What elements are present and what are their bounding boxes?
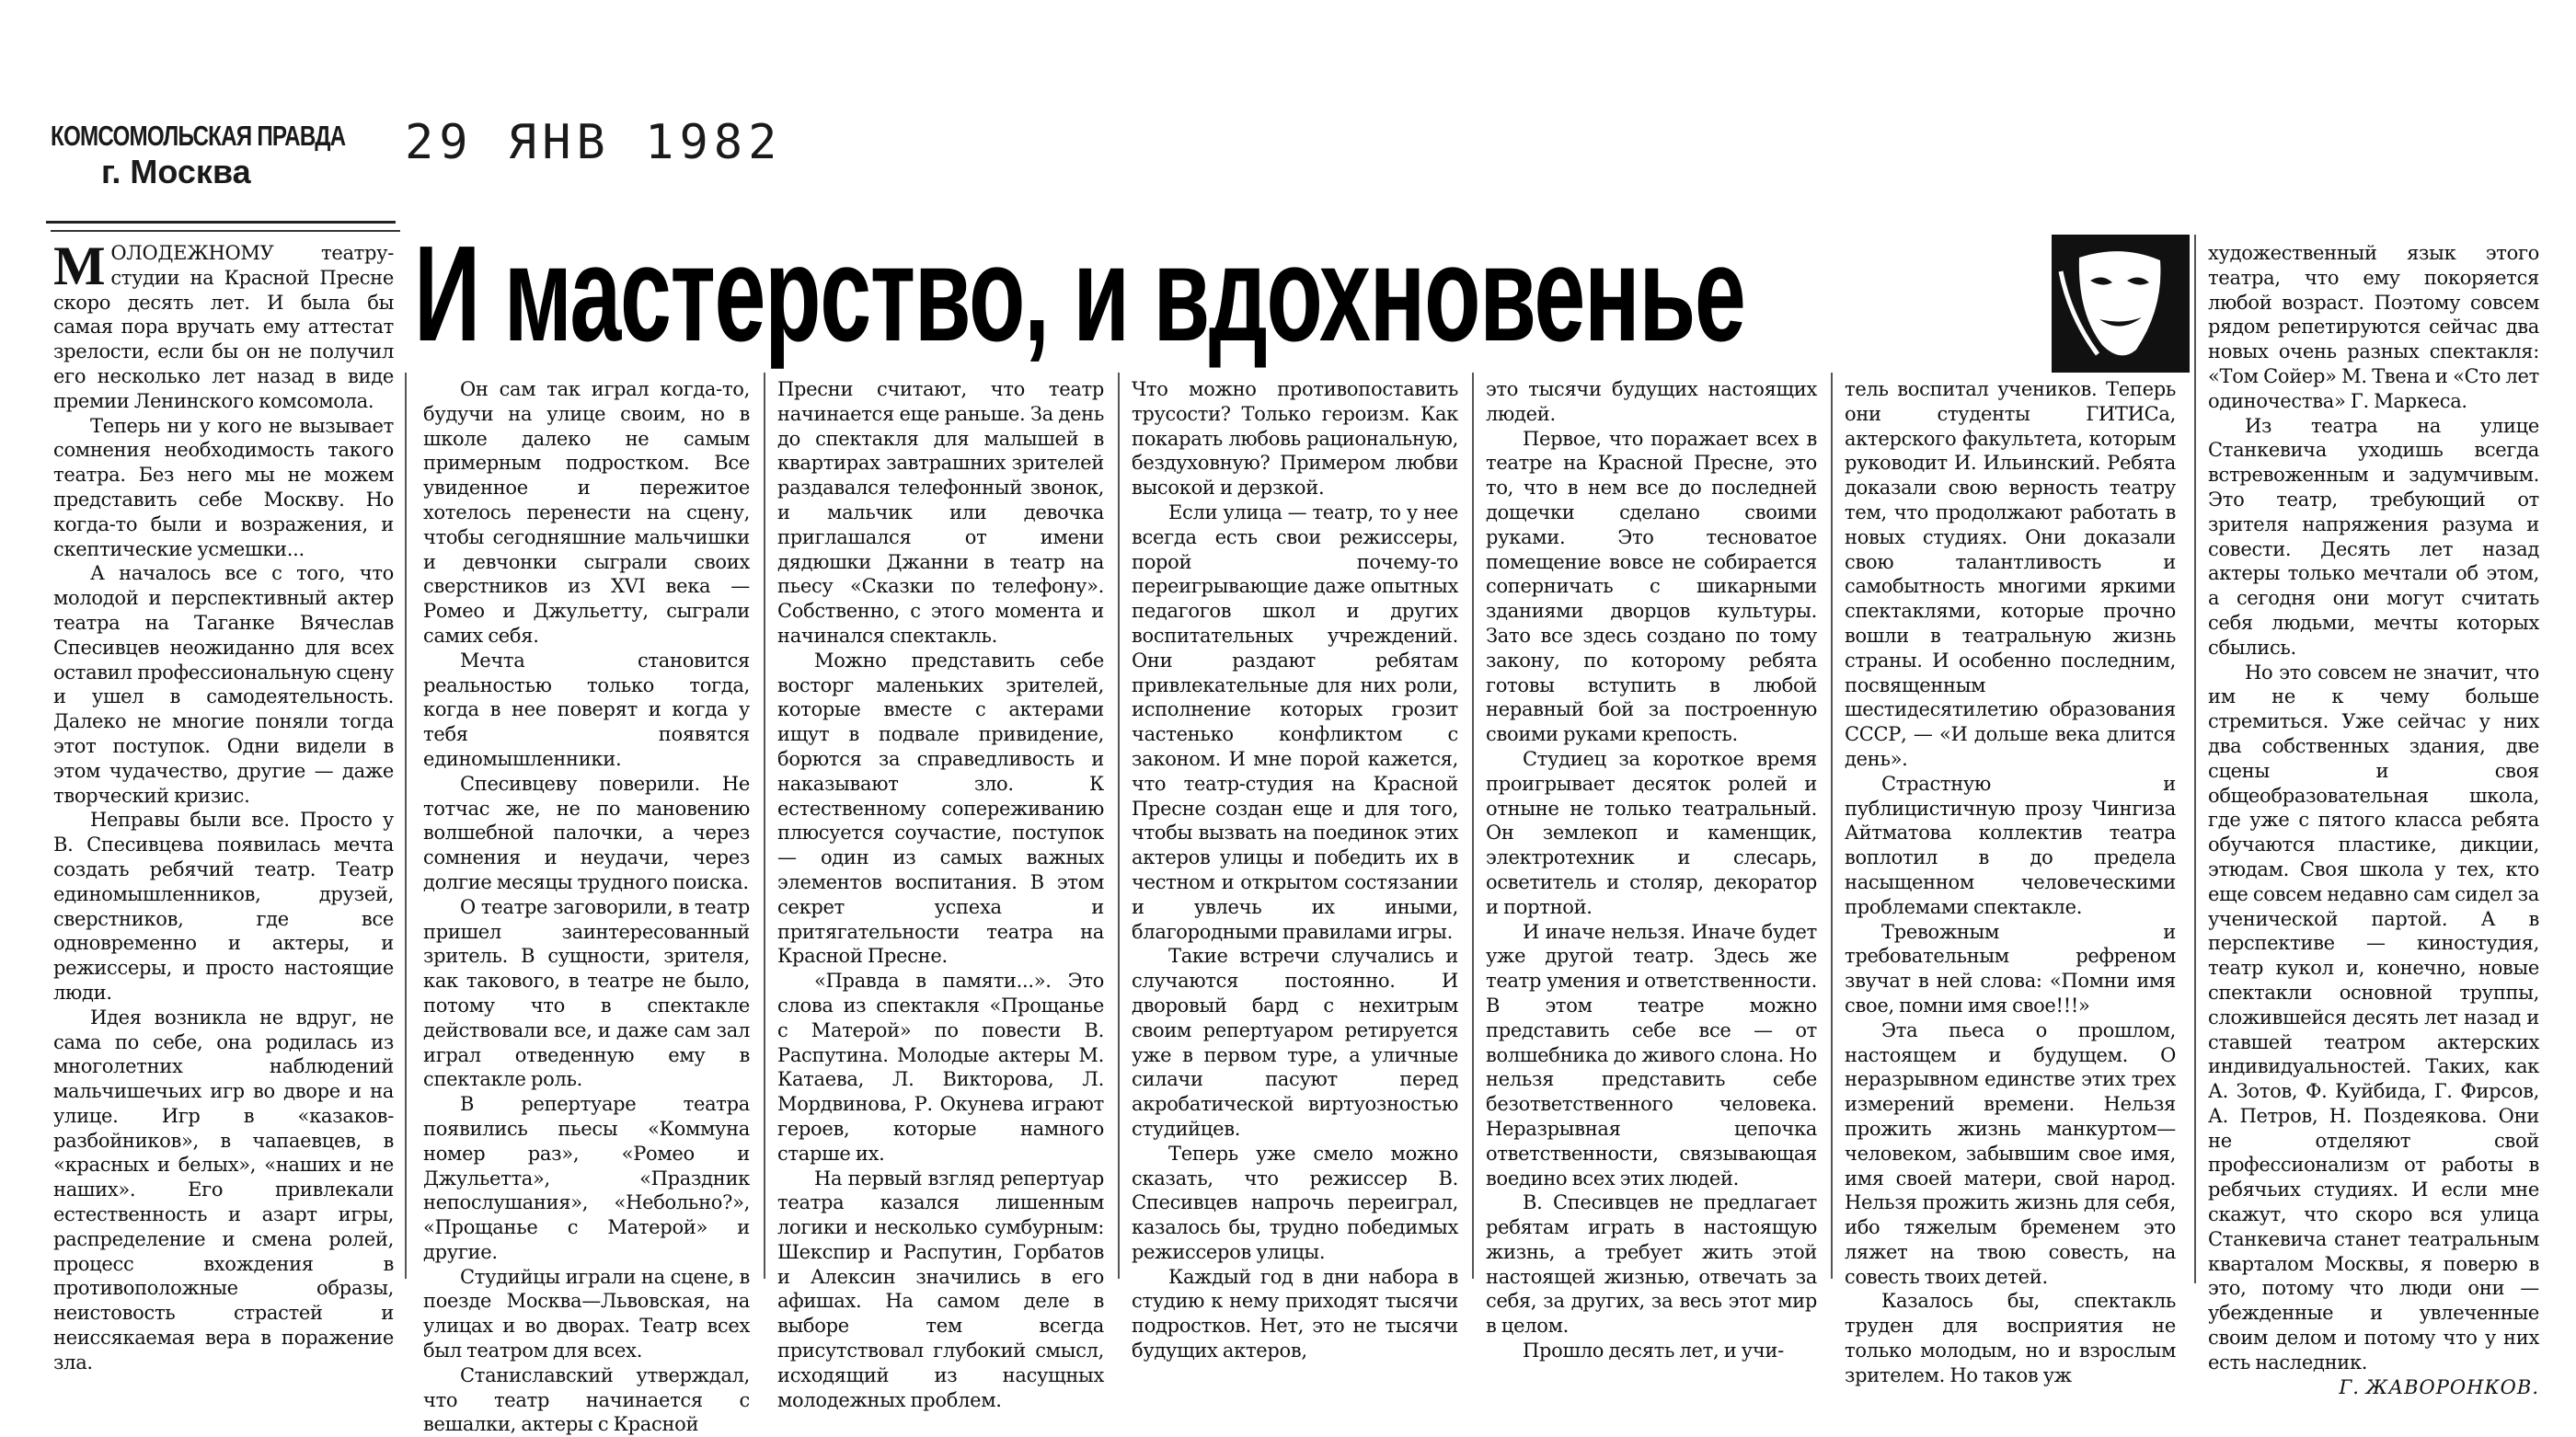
column-divider bbox=[1831, 373, 1833, 1279]
newspaper-stamp bbox=[51, 120, 346, 191]
paragraph: «Правда в памяти...». Это слова из спектакля «Прощанье с Матерой» по повести В. Распутина. Молодые актеры М. Катаева, Л. Викторова, Л. Мордвинова, Р. Окунева играют героев, которые намного старше их. bbox=[777, 970, 1104, 1165]
column-divider bbox=[1118, 373, 1120, 1279]
paragraph: это тысячи будущих настоящих людей. bbox=[1486, 378, 1817, 425]
paragraph: Что можно противопоставить трусости? Только героизм. Как покарать любовь рациональную, бездуховную? Примером любви высокой и дерзкой. bbox=[1132, 378, 1458, 500]
column-divider bbox=[2194, 235, 2196, 1283]
paragraph: На первый взгляд репертуар театра казался лишенным логики и несколько сумбурным: Шекспир и Распутин, Горбатов и Алексин значились в его афишах. На самом деле в выборе тем всегда присутствовал глубокий смысл, исходящий из насущных молодежных проблем. bbox=[777, 1167, 1104, 1411]
article-column-4 bbox=[1132, 377, 1458, 1362]
paragraph: Спесивцеву поверили. Не тотчас же, не по мановению волшебной палочки, а через сомнения и неудачи, через долгие месяцы трудного поиска. bbox=[423, 772, 750, 893]
headline-text: И мастерство, и вдохновенье bbox=[414, 218, 1745, 370]
paragraph: Можно представить себе восторг маленьких зрителей, которые вместе с актерами ищут в подвале привидение, борются за справедливость и наказывают зло. К естественному сопереживанию плюсуется соучастие, поступок — один из самых важных элементов воспитания. В этом секрет успеха и притягательности театра на Красной Пресне. bbox=[777, 649, 1104, 968]
article-author: Г. ЖАВОРОНКОВ. bbox=[2339, 1375, 2539, 1398]
newspaper-city: г. Москва bbox=[101, 153, 251, 190]
paragraph: Первое, что поражает всех в театре на Красной Пресне, это то, что в нем все до последней дощечки сделано своими руками. Это тесноватое помещение вовсе не собирается соперничать с шикарными зданиями дворцов культуры. Зато все здесь создано по тому закону, по которому ребята готовы вступить в любой неравный бой за построенную своими руками крепость. bbox=[1486, 427, 1817, 746]
article-headline bbox=[414, 218, 2052, 370]
theatre-mask-icon bbox=[2052, 235, 2190, 373]
drop-cap: М bbox=[53, 236, 106, 296]
paragraph: В репертуаре театра появились пьесы «Коммуна номер раз», «Ромео и Джульетта», «Праздник непослушания», «Небольно?», «Прощанье с Матерой» и другие. bbox=[423, 1093, 750, 1263]
paragraph: А началось все с того, что молодой и перспективный актер театра на Таганке Вячеслав Спесивцев неожиданно для всех оставил профессиональную сцену и ушел в самодеятельность. Далеко не многие поняли тогда этот поступок. Одни видели в этом чудачество, другие — даже творческий кризис. bbox=[53, 562, 394, 807]
paragraph: Тревожным и требовательным рефреном звучат в ней слова: «Помни имя свое, помни имя свое!!!» bbox=[1845, 920, 2176, 1017]
paragraph: О театре заговорили, в театр пришел заинтересованный зритель. В сущности, зрителя, как такового, в театре не было, потому что в спектакле действовали все, и даже сам зал играл отведенную ему в спектакле роль. bbox=[423, 895, 750, 1091]
column-divider bbox=[1472, 373, 1474, 1279]
paragraph: В. Спесивцев не предлагает ребятам играть в настоящую жизнь, а требует жить этой настоящей жизнью, отвечать за себя, за других, за весь этот мир в целом. bbox=[1486, 1191, 1817, 1338]
paragraph: Казалось бы, спектакль труден для восприятия не только молодым, но и взрослым зрителем. Но таков уж bbox=[1845, 1290, 2176, 1386]
paragraph: Прошло десять лет, и учи- bbox=[1523, 1339, 1784, 1362]
paragraph: Страстную и публицистичную прозу Чингиза Айтматова коллектив театра воплотил в до предела насыщенном человеческими проблемами спектакле. bbox=[1845, 772, 2176, 918]
paragraph: Мечта становится реальностью только тогда, когда в нее поверят и когда у тебя появятся единомышленники. bbox=[423, 649, 750, 770]
paragraph: Он сам так играл когда-то, будучи на улице своим, но в школе далеко не самым примерным подростком. Все увиденное и пережитое хотелось перенести на сцену, чтобы сегодняшние мальчишки и девчонки сыграли своих сверстников из XVI века — Ромео и Джульетту, сыграли самих себя. bbox=[423, 378, 750, 647]
paragraph: Студийцы играли на сцене, в поезде Москва—Львовская, на улицах и во дворах. Театр всех был театром для всех. bbox=[423, 1265, 750, 1362]
paragraph: художественный язык этого театра, что ему покоряется любой возраст. Поэтому совсем рядом репетируются сейчас два новых очень разных спектакля: «Том Сойер» М. Твена и «Сто лет одиночества» Г. Маркеса. bbox=[2208, 242, 2539, 412]
article-column-2 bbox=[423, 377, 750, 1436]
paragraph: Идея возникла не вдруг, не сама по себе, она родилась из многолетних наблюдений мальчишечьих игр во дворе и на улице. Игр в «казаков-разбойников», в чапаевцев, в «красных и белых», «наших и не наших». Его привлекали естественность и азарт игры, распределение и смена ролей, процесс вхождения в противоположные образы, неистовость страстей и неиссякаемая вера в поражение зла. bbox=[53, 1006, 394, 1374]
lead-paragraph: МОЛОДЕЖНОМУ театру-студии на Красной Пресне скоро десять лет. И была бы самая пора вручать ему аттестат зрелости, если бы он не получил его несколько лет назад в виде премии Ленинского комсомола. bbox=[53, 236, 394, 412]
article-column-3 bbox=[777, 377, 1104, 1411]
top-rule bbox=[51, 230, 400, 232]
paragraph: тель воспитал учеников. Теперь они студенты ГИТИСа, актерского факультета, которым руководит И. Ильинский. Ребята доказали свою верность театру тем, что продолжают работать в новых студиях. Они доказали свою талантливость и самобытность многими яркими спектаклями, которые прочно вошли в театральную жизнь страны. И особенно последним, посвященным шестидесятилетию образования СССР, — «И дольше века длится день». bbox=[1845, 378, 2176, 770]
article-column-1 bbox=[53, 236, 394, 1374]
paragraph: Если улица — театр, то у нее всегда есть свои режиссеры, порой почему-то переигрывающие даже опытных педагогов школ и других воспитательных учреждений. Они раздают ребятам привлекательные для них роли, исполнение которых грозит частенько конфликтом с законом. И мне порой кажется, что театр-студия на Красной Пресне создан еще и для того, чтобы вызвать на поединок этих актеров улицы и победить их в честном и открытом состязании и увлечь их иными, благородными правилами игры. bbox=[1132, 500, 1458, 943]
paragraph: Теперь ни у кого не вызывает сомнения необходимость такого театра. Без него мы не можем представить себе Москву. Но когда-то были и возражения, и скептические усмешки... bbox=[53, 414, 394, 560]
paragraph: Теперь уже смело можно сказать, что режиссер В. Спесивцев напрочь переиграл, казалось бы, трудно победимых режиссеров улицы. bbox=[1132, 1142, 1458, 1263]
paragraph: Пресни считают, что театр начинается еще раньше. За день до спектакля для малышей в квартирах завтрашних зрителей раздавался телефонный звонок, и мальчик или девочка приглашался от имени дядюшки Джанни в театр на пьесу «Сказки по телефону». Собственно, с этого момента и начинался спектакль. bbox=[777, 378, 1104, 647]
paragraph: Студиец за короткое время проигрывает десяток ролей и отныне не только театральный. Он землекоп и каменщик, электротехник и слесарь, осветитель и столяр, декоратор и портной. bbox=[1486, 747, 1817, 918]
paragraph: Неправы были все. Просто у В. Спесивцева появилась мечта создать ребячий театр. Театр единомышленников, друзей, сверстников, где все одновременно и актеры, и режиссеры, и просто настоящие люди. bbox=[53, 809, 394, 1004]
paragraph: Но это совсем не значит, что им не к чему больше стремиться. Уже сейчас у них два собственных здания, две сцены и своя общеобразовательная школа, где уже с пятого класса ребята обучаются пластике, дикции, этюдам. Своя школа у тех, кто еще совсем недавно сам сидел за ученической партой. А в перспективе — киностудия, театр кукол и, конечно, новые спектакли основной труппы, сложившейся десять лет назад и ставшей театром актерских индивидуальностей. Таких, как А. Зотов, Ф. Куйбида, Г. Фирсов, А. Петров, Н. Поздеякова. Они не отделяют свой профессионализм от работы в ребячьих студиях. И если мне скажут, что скоро вся улица Станкевича станет театральным кварталом Москвы, я поверю в это, потому что люди они — убежденные и увлеченные своим делом и потому что у них есть наследник. bbox=[2208, 661, 2539, 1374]
article-column-7 bbox=[2208, 241, 2539, 1398]
paragraph: И иначе нельзя. Иначе будет уже другой театр. Здесь же театр умения и ответственности. В этом театре можно представить себе все — от волшебника до живого слона. Но нельзя представить себе безответственного человека. Неразрывная цепочка ответственности, связывающая воедино всех этих людей. bbox=[1486, 920, 1817, 1190]
article-column-6 bbox=[1845, 377, 2176, 1386]
paragraph: Из театра на улице Станкевича уходишь всегда встревоженным и задумчивым. Это театр, требующий от зрителя напряжения разума и совести. Десять лет назад актеры только мечтали об этом, а сегодня они могут считать себя людьми, мечты которых сбылись. bbox=[2208, 414, 2539, 659]
column-divider bbox=[764, 373, 765, 1279]
paragraph: Каждый год в дни набора в студию к нему приходят тысячи подростков. Нет, это не тысячи будущих актеров, bbox=[1132, 1265, 1458, 1362]
article-column-5 bbox=[1486, 377, 1817, 1362]
paragraph: Эта пьеса о прошлом, настоящем и будущем. О неразрывном единстве этих трех измерений времени. Нельзя прожить жизнь манкуртом—человеком, забывшим свое имя, имя своей матери, свой народ. Нельзя прожить жизнь для себя, ибо тяжелым бременем это ляжет на твою совесть, на совесть твоих детей. bbox=[1845, 1018, 2176, 1288]
column-divider bbox=[405, 373, 407, 1279]
paragraph: Станиславский утверждал, что театр начинается с вешалки, актеры с Красной bbox=[423, 1363, 750, 1436]
clipping-date: 29 ЯНВ 1982 bbox=[405, 115, 783, 170]
stamp-underline bbox=[46, 221, 396, 224]
paragraph: Такие встречи случались и случаются постоянно. И дворовый бард с нехитрым своим репертуаром ретируется уже в первом туре, а уличные силачи пасуют перед акробатической виртуозностью студийцев. bbox=[1132, 945, 1458, 1140]
newspaper-name: КОМСОМОЛЬСКАЯ ПРАВДА bbox=[51, 120, 346, 152]
